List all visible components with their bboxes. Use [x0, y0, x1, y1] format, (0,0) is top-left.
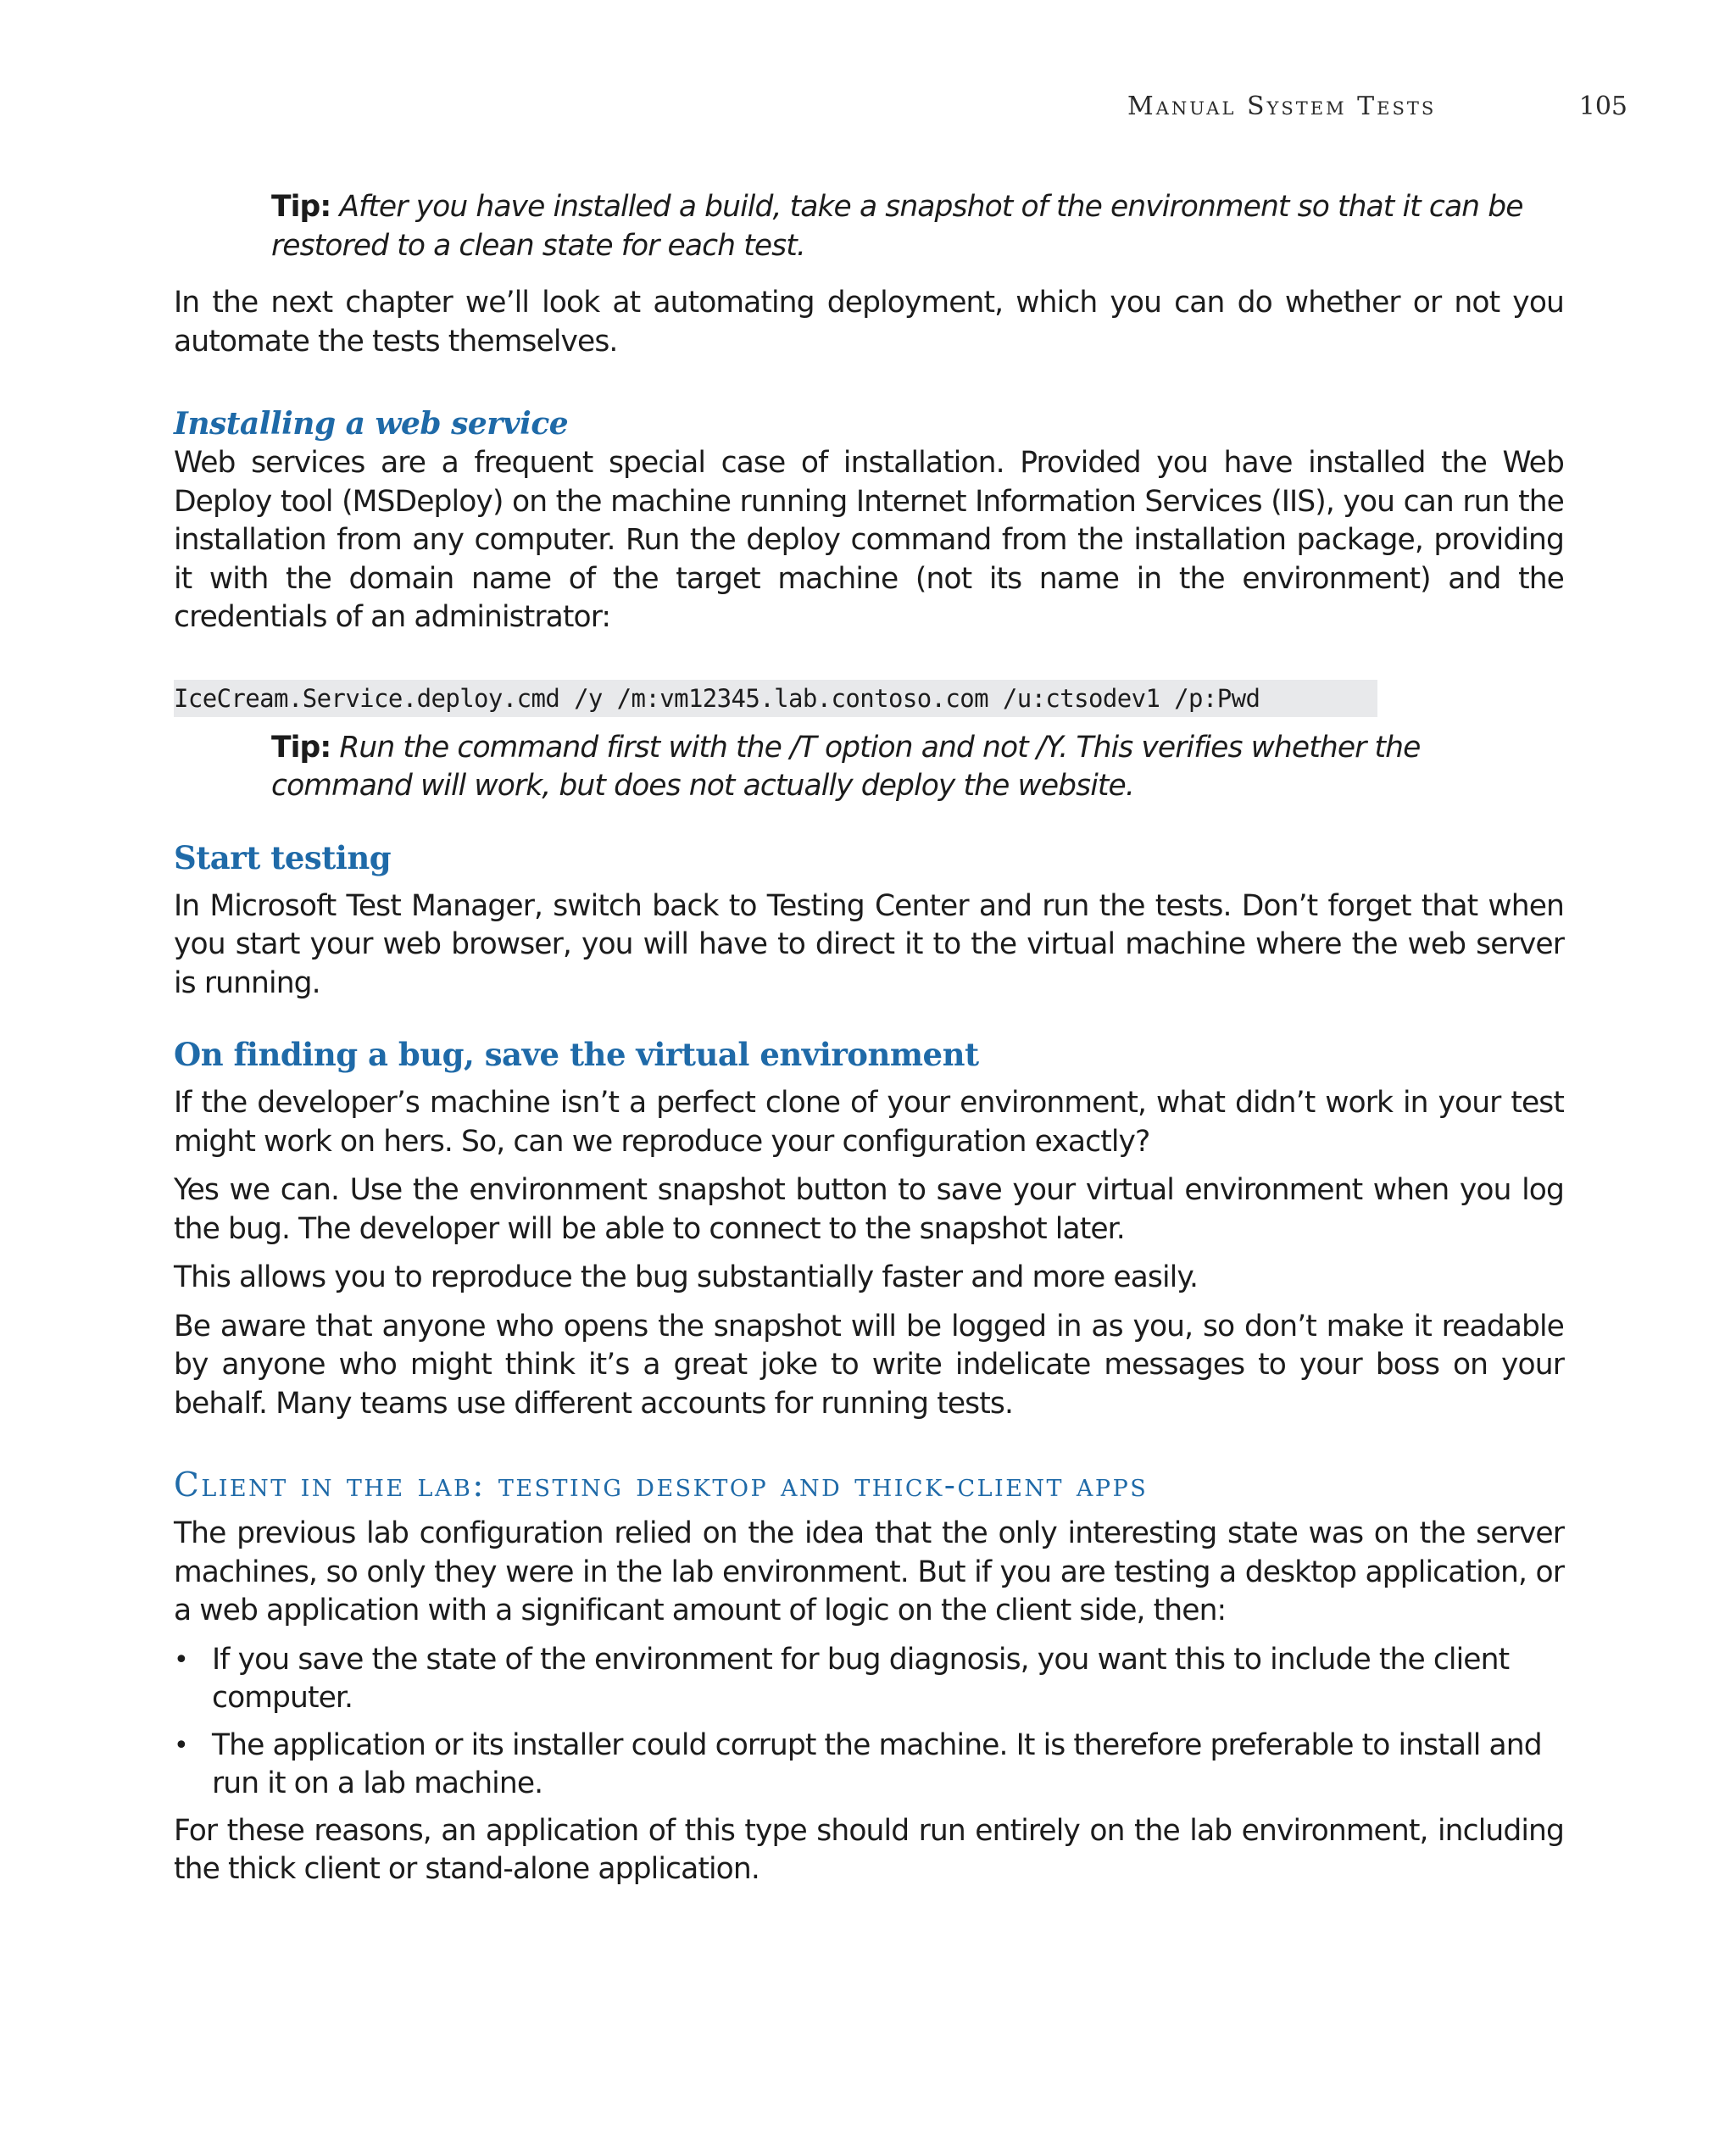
bullet-icon: • [174, 1644, 188, 1675]
paragraph: Be aware that anyone who opens the snapshot will be logged in as you, so don’t make it readable by anyone who might think it’s a great joke to write indelicate messages to your boss on your behalf. Many teams use different accounts for running tests. [174, 1309, 1564, 1421]
list-item [174, 1727, 1564, 1804]
bullet-icon: • [174, 1730, 188, 1761]
list-item [174, 1641, 1564, 1718]
tip-callout [271, 729, 1560, 806]
paragraph: In the next chapter we’ll look at automating deployment, which you can do whether or not you automate the tests themselves. [174, 286, 1564, 359]
section-heading: On finding a bug, save the virtual environment [174, 1036, 979, 1073]
list-item-text: The application or its installer could corrupt the machine. It is therefore preferable to install and run it on a lab machine. [212, 1727, 1542, 1800]
paragraph: The previous lab configuration relied on the idea that the only interesting state was on the server machines, so only they were in the lab environment. But if you are testing a desktop application, or a web application with a significant amount of logic on the client side, then: [174, 1516, 1564, 1627]
tip-text: After you have installed a build, take a snapshot of the environment so that it can be restored to a clean state for each test. [271, 190, 1523, 263]
section-heading: Start testing [174, 838, 392, 876]
list-item-text: If you save the state of the environment for bug diagnosis, you want this to include the client computer. [212, 1642, 1510, 1715]
code-block: IceCream.Service.deploy.cmd /y /m:vm12345.lab.contoso.com /u:ctsodev1 /p:Pwd [174, 680, 1377, 717]
paragraph: Web services are a frequent special case of installation. Provided you have installed the Web Deploy tool (MSDeploy) on the machine running Internet Information Services (IIS), you can run the installation from any computer. Run the deploy command from the installation package, providing it with the domain name of the target machine (not its name in the environment) and the credentials of an administrator: [174, 446, 1564, 634]
paragraph: Yes we can. Use the environment snapshot button to save your virtual environment when you log the bug. The developer will be able to connect to the snapshot later. [174, 1173, 1564, 1246]
chapter-section-heading: Client in the lab: testing desktop and thick-client apps [174, 1466, 1149, 1505]
subsection-heading: Installing a web service [174, 406, 569, 442]
tip-callout [271, 188, 1560, 265]
paragraph: In Microsoft Test Manager, switch back to Testing Center and run the tests. Don’t forget that when you start your web browser, you will have to direct it to the virtual machine where the web server is running. [174, 888, 1564, 1000]
page-number: 105 [1578, 92, 1628, 121]
paragraph: This allows you to reproduce the bug substantially faster and more easily. [174, 1260, 1199, 1294]
running-head: Manual System Tests [1127, 92, 1437, 121]
tip-text: Run the command first with the /T option and not /Y. This verifies whether the command will work, but does not actually deploy the website. [271, 730, 1421, 803]
bullet-list [174, 1641, 1564, 1804]
tip-label: Tip: [271, 730, 331, 765]
paragraph: For these reasons, an application of this type should run entirely on the lab environment, including the thick client or stand-alone application. [174, 1813, 1564, 1886]
tip-label: Tip: [271, 190, 331, 224]
paragraph: If the developer’s machine isn’t a perfect clone of your environment, what didn’t work in your test might work on hers. So, can we reproduce your configuration exactly? [174, 1086, 1564, 1159]
page-content [174, 188, 1564, 1900]
